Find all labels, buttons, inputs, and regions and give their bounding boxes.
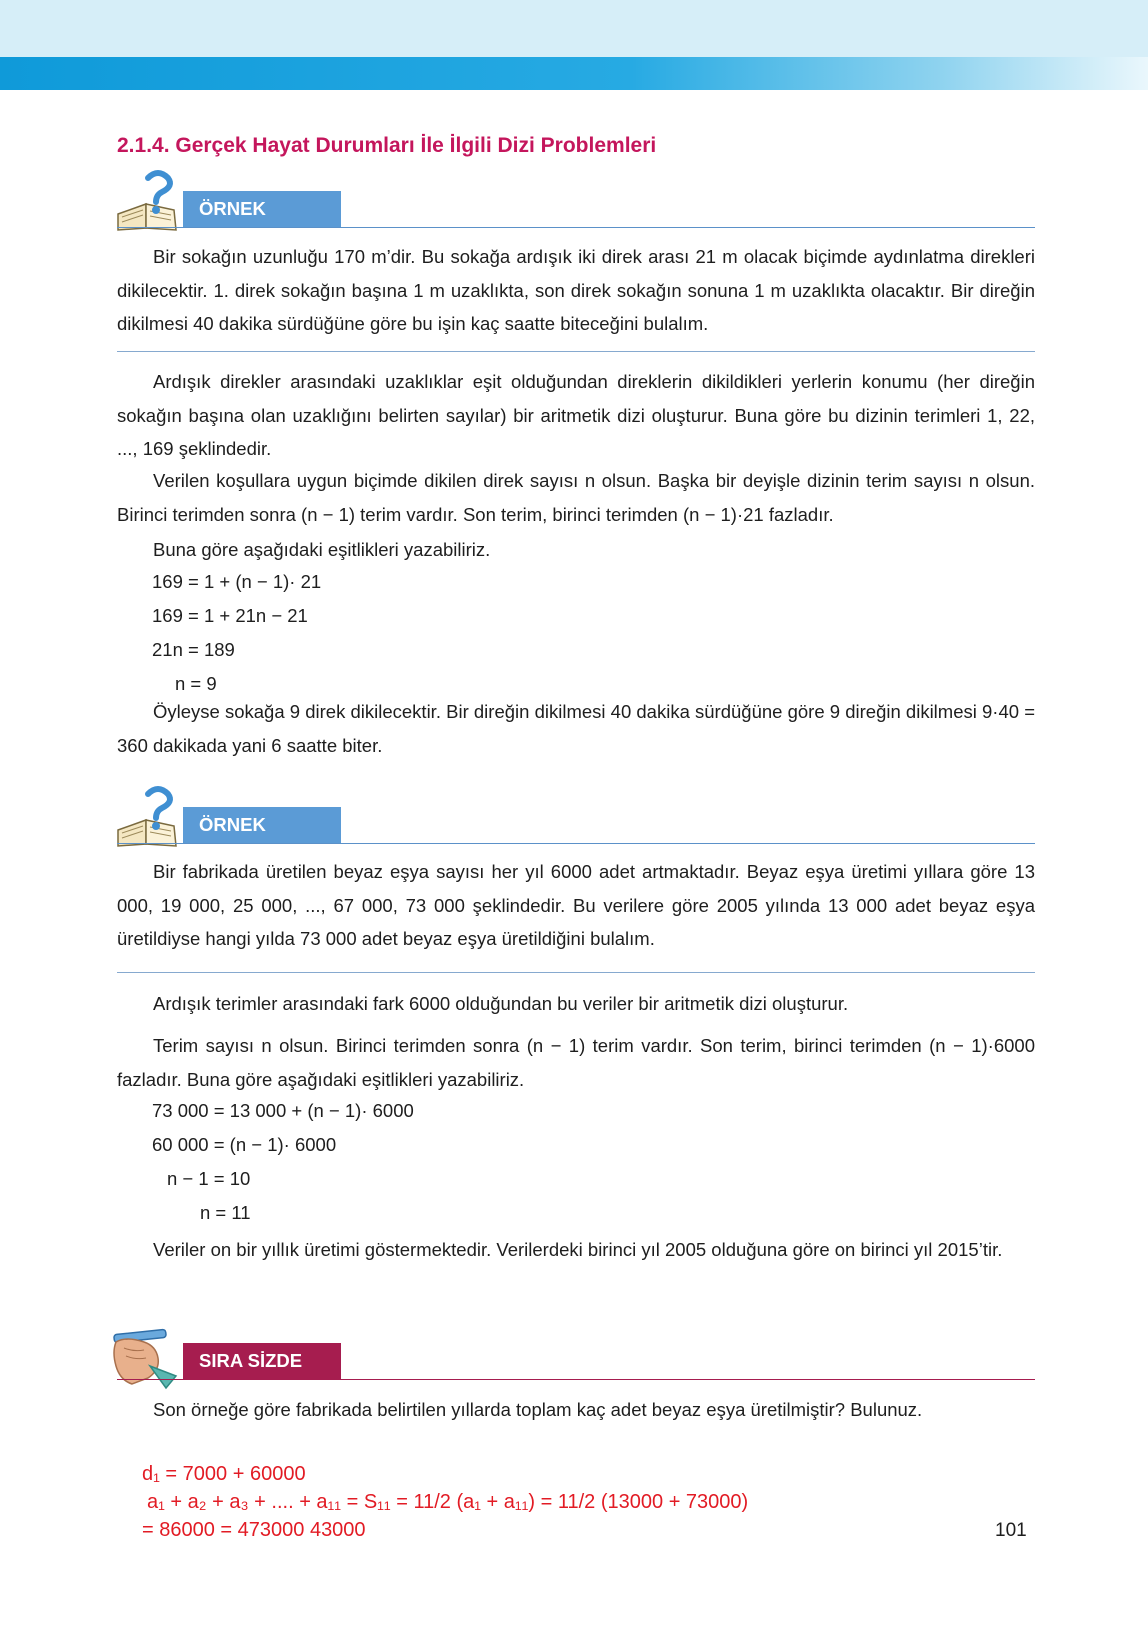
example-tab: ÖRNEK [183,191,341,227]
header-divider [117,1379,1035,1380]
divider [117,972,1035,973]
handwritten-note: d₁ = 7000 + 60000 [142,1463,306,1485]
hand-pen-icon [106,1326,184,1395]
equation: 169 = 1 + 21n − 21 [152,605,308,626]
handwritten-note: = 86000 = 473000 43000 [142,1519,366,1541]
equation: 73 000 = 13 000 + (n − 1)· 6000 [152,1100,414,1121]
top-stripe [0,57,1148,90]
equation: 60 000 = (n − 1)· 6000 [152,1134,337,1155]
example2-problem: Bir fabrikada üretilen beyaz eşya sayısı her yıl 6000 adet artmaktadır. Beyaz eşya üretimi yıllara göre 13 000, 19 000, 25 000, ..., 67 000, 73 000 şeklindedir. Bu verilere göre 2005 yılında 13 000 adet beyaz eşya üretildiyse hangi yılda 73 000 adet beyaz eşya üretildiğini bulalım. [117,861,1035,949]
example-tab: ÖRNEK [183,807,341,843]
example1-solution-p1: Ardışık direkler arasındaki uzaklıklar eşit olduğundan direklerin dikildikleri yerlerin konumu (her direğin sokağın başına olan uzaklığını belirten sayılar) bir aritmetik dizi oluşturur. Buna göre bu dizinin terimleri 1, 22, ..., 169 şeklindedir. [117,371,1035,459]
exercise-text: Son örneğe göre fabrikada belirtilen yıllarda toplam kaç adet beyaz eşya üretilmiştir? Bulunuz. [153,1399,923,1420]
equation: 169 = 1 + (n − 1)· 21 [152,571,322,592]
equation: n = 11 [200,1202,251,1223]
example1-solution-p2: Verilen koşullara uygun biçimde dikilen direk sayısı n olsun. Başka bir deyişle dizinin terim sayısı n olsun. Birinci terimden sonra (n − 1) terim vardır. Son terim, birinci terimden (n − 1)·21 fazladır. [117,470,1035,525]
equation: 21n = 189 [152,639,235,660]
equation: n − 1 = 10 [167,1168,251,1189]
example2-solution-p1: Ardışık terimler arasındaki fark 6000 olduğundan bu veriler bir aritmetik dizi oluşturur. [153,993,849,1014]
example1-solution-p3: Buna göre aşağıdaki eşitlikleri yazabiliriz. [153,539,491,560]
handwritten-note: a₁ + a₂ + a₃ + .... + a₁₁ = S₁₁ = 11/2 (a₁ + a₁₁) = 11/2 (13000 + 73000) [147,1491,749,1513]
header-divider [117,843,1035,844]
example1-conclusion: Öyleyse sokağa 9 direk dikilecektir. Bir direğin dikilmesi 40 dakika sürdüğüne göre 9 direğin dikilmesi 9·40 = 360 dakikada yani 6 saatte biter. [117,701,1035,756]
example2-solution-p2: Terim sayısı n olsun. Birinci terimden sonra (n − 1) terim vardır. Son terim, birinci terimden (n − 1)·6000 fazladır. Buna göre aşağıdaki eşitlikleri yazabiliriz. [117,1035,1035,1090]
example2-conclusion: Veriler on bir yıllık üretimi göstermektedir. Verilerdeki birinci yıl 2005 olduğuna göre on birinci yıl 2015’tir. [153,1239,1003,1260]
equation: n = 9 [175,673,217,694]
section-title: 2.1.4. Gerçek Hayat Durumları İle İlgili Dizi Problemleri [117,134,657,157]
exercise-tab: SIRA SİZDE [183,1343,341,1379]
page-number: 101 [995,1520,1027,1541]
example1-problem: Bir sokağın uzunluğu 170 m’dir. Bu sokağa ardışık iki direk arası 21 m olacak biçimde aydınlatma direkleri dikilecektir. 1. direk sokağın başına 1 m uzaklıkta, son direk sokağın sonuna 1 m uzaklıkta olacaktır. Bir direğin dikilmesi 40 dakika sürdüğüne göre bu işin kaç saatte biteceğini bulalım. [117,246,1035,334]
divider [117,351,1035,352]
header-divider [117,227,1035,228]
